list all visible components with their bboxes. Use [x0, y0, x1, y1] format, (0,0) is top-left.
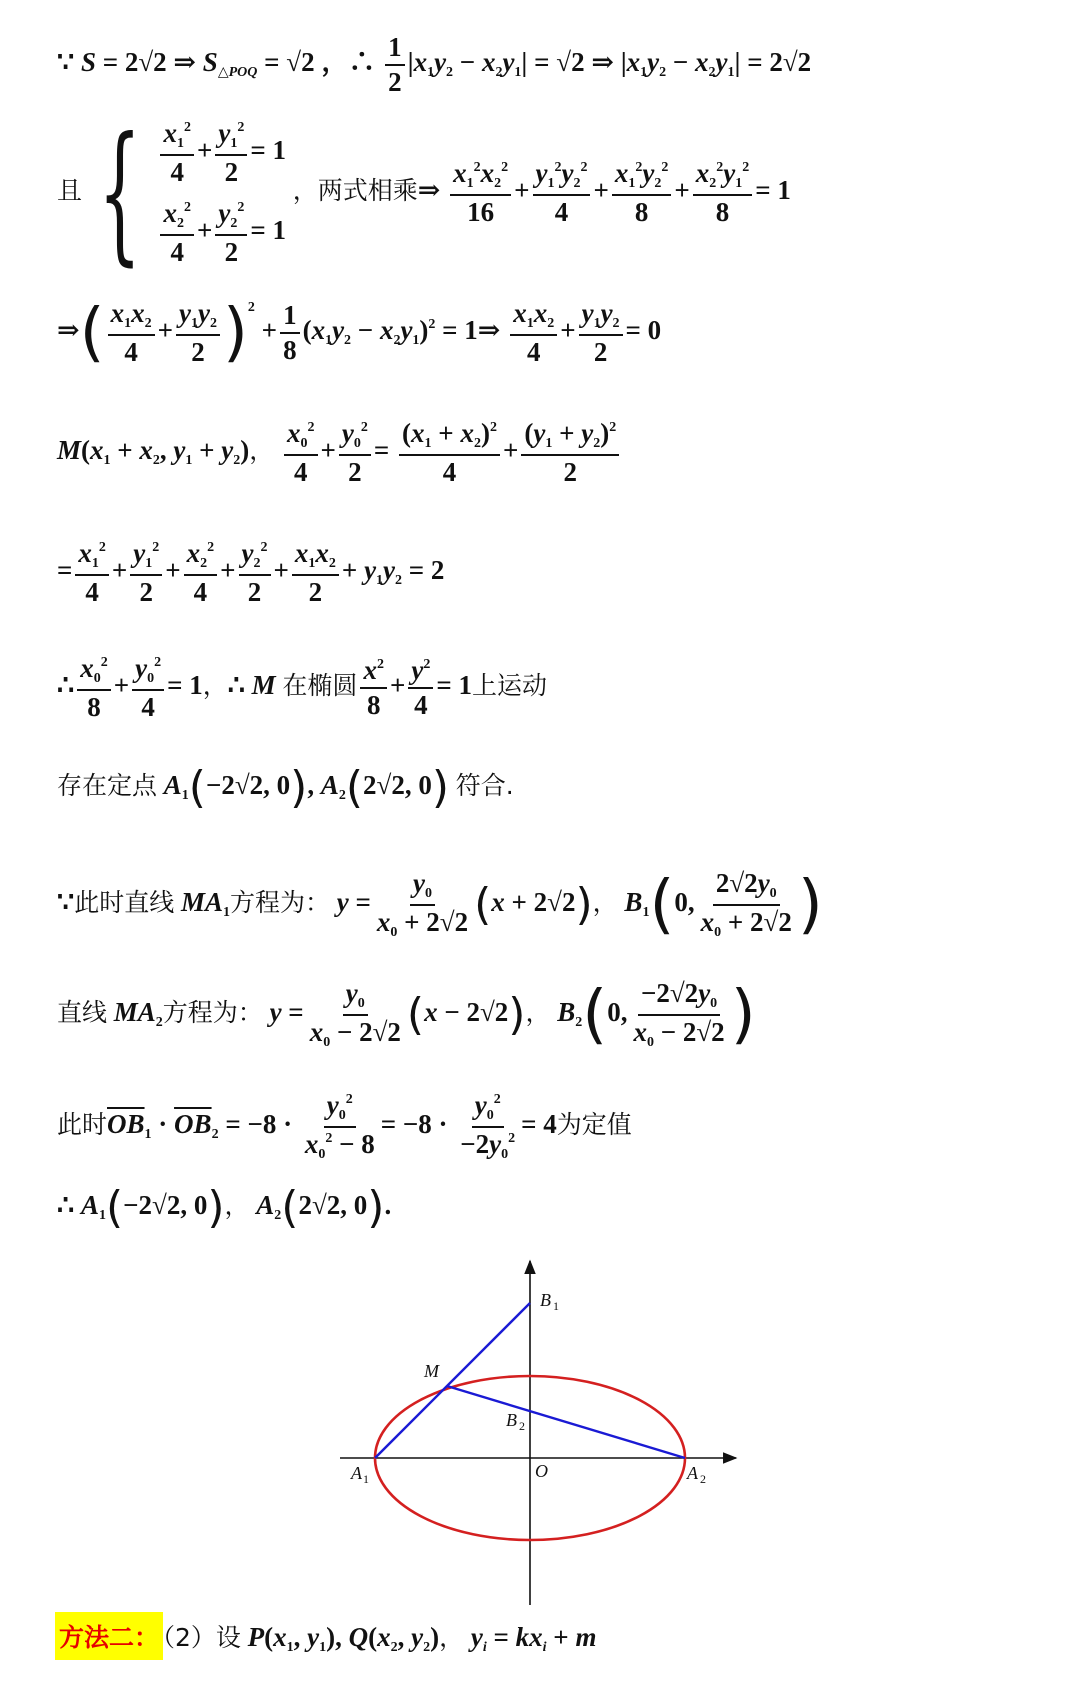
svg-text:1: 1	[553, 1299, 559, 1313]
method-two-badge: 方法二：	[55, 1612, 163, 1660]
text-exists: 存在定点	[57, 771, 158, 801]
label-b1: B	[540, 1290, 551, 1310]
eq-line-3: ⇒( $\frac{x_1x_2}{4}$ + $\frac{y_1y_2}{2}$ )$^2$ + $\frac{1}{8}$ $(x_1y_2 - x_2y_1)^2$ = 1⇒ $\frac{x_1x_2}{4}$ + $\frac{y_1y_2}{2}$ = 0	[57, 296, 662, 370]
eq-line-5: = $\frac{x_1^2}{4}$ + $\frac{y_1^2}{2}$ + $\frac{x_2^2}{4}$ + $\frac{y_2^2}{2}$ + $\frac{x_1x_2}{2}$ + $y_1y_2 = 2$	[57, 538, 445, 607]
svg-text:1: 1	[363, 1472, 369, 1486]
svg-text:2: 2	[700, 1472, 706, 1486]
eq-line-4: $M(x_1 + x_2$, $y_1 + y_2$)， $\frac{x_0^2}{4}$ + $\frac{y_0^2}{2}$ = $\frac{(x_1 + x_2)^2}{4}$ + $\frac{(y_1 + y_2)^2}{2}$	[57, 420, 622, 486]
eq-line-8: ∵此时直线 $MA_1$方程为： y = $\frac{y_0}{x_0 + 2√2}$ (x + 2√2)， $B_1(0$, $\frac{2√2y_0}{x_0 + 2√2}$ )	[57, 868, 823, 942]
label-o: O	[535, 1461, 548, 1481]
text-equation-is-1: 方程为：	[229, 888, 330, 918]
eq-line-11: ∴ $A_1(-2√2$, 0)， $A_2(2√2$, 0).	[57, 1182, 392, 1233]
text-satisfy: 符合.	[455, 771, 514, 801]
label-b2: B	[506, 1410, 517, 1430]
label-a2: A	[687, 1463, 698, 1483]
line-a1-b1	[375, 1303, 530, 1458]
text-moving: 上运动	[471, 671, 547, 701]
text-method-two-rest: （2）设	[150, 1623, 241, 1652]
eq-line-6: ∴ $\frac{x_0^2}{8}$ + $\frac{y_0^2}{4}$ = 1，∴ M 在椭圆 $\frac{x^2}{8}$ + $\frac{y^2}{4}$ = 1上运动	[57, 653, 547, 722]
text-is-constant: 为定值	[556, 1110, 632, 1140]
label-a1: A	[351, 1463, 362, 1483]
text-on-ellipse: 在椭圆	[282, 671, 358, 701]
eq-line-1: ∵ S = 2√2 ⇒ $S_{\triangle POQ} = √2$ ，∴ $\frac{1}{2}$ $|x_1y_2 - x_2y_1| = √2$ ⇒ $|x_1y_2 - x_2y_1| = 2√2$	[57, 32, 812, 97]
text-at-this-time: 此时	[57, 1110, 108, 1140]
text-multiply: 两式相乘	[317, 176, 418, 206]
eq-line-9: 直线 $MA_2$方程为： y = $\frac{y_0}{x_0 - 2√2}$ (x − 2√2)， $B_2(0$, $\frac{-2√2y_0}{x_0 - 2√2}$ )	[57, 978, 756, 1052]
text-line-prefix: 直线	[57, 998, 108, 1028]
text-and: 且	[57, 176, 83, 206]
svg-text:2: 2	[519, 1419, 525, 1433]
text-line-ma1-prefix: 此时直线	[74, 888, 175, 918]
ellipse-diagram	[340, 1255, 760, 1605]
line-m-a2	[447, 1386, 685, 1458]
eq-line-10: 此时$\overline{OB}_1 \cdot \overline{OB}_2 = -8$ · $\frac{y_0^2}{x_0^2 - 8}$ = −8 · $\frac{y_0^2}{-2y_0^2}$ = 4为定值	[57, 1090, 632, 1162]
text-equation-is-2: 方程为：	[162, 998, 263, 1028]
eq-line-2: 且 { $\frac{x_1^2}{4}$ + $\frac{y_1^2}{2}$ = 1 $\frac{x_2^2}{4}$ + $\frac{y_2^2}{2}$ = 1 ，两式相乘⇒ $\frac{x_1^2x_2^2}{16}$ + $\frac{y_1^2y_2^2}{4}$ + $\frac{x_1^2y_2^2}{8}$ + $\frac{x_2^2y_1^2}{8}$ = 1	[57, 106, 791, 280]
label-m: M	[424, 1361, 439, 1381]
eq-line-7: 存在定点 $A_1(-2√2$, 0), $A_2(2√2$, 0) 符合.	[57, 762, 514, 813]
method-two-line: （2）设 $P(x_1$, $y_1$), $Q(x_2$, $y_2$)， $y_i = kx_i + m$	[150, 1622, 597, 1655]
